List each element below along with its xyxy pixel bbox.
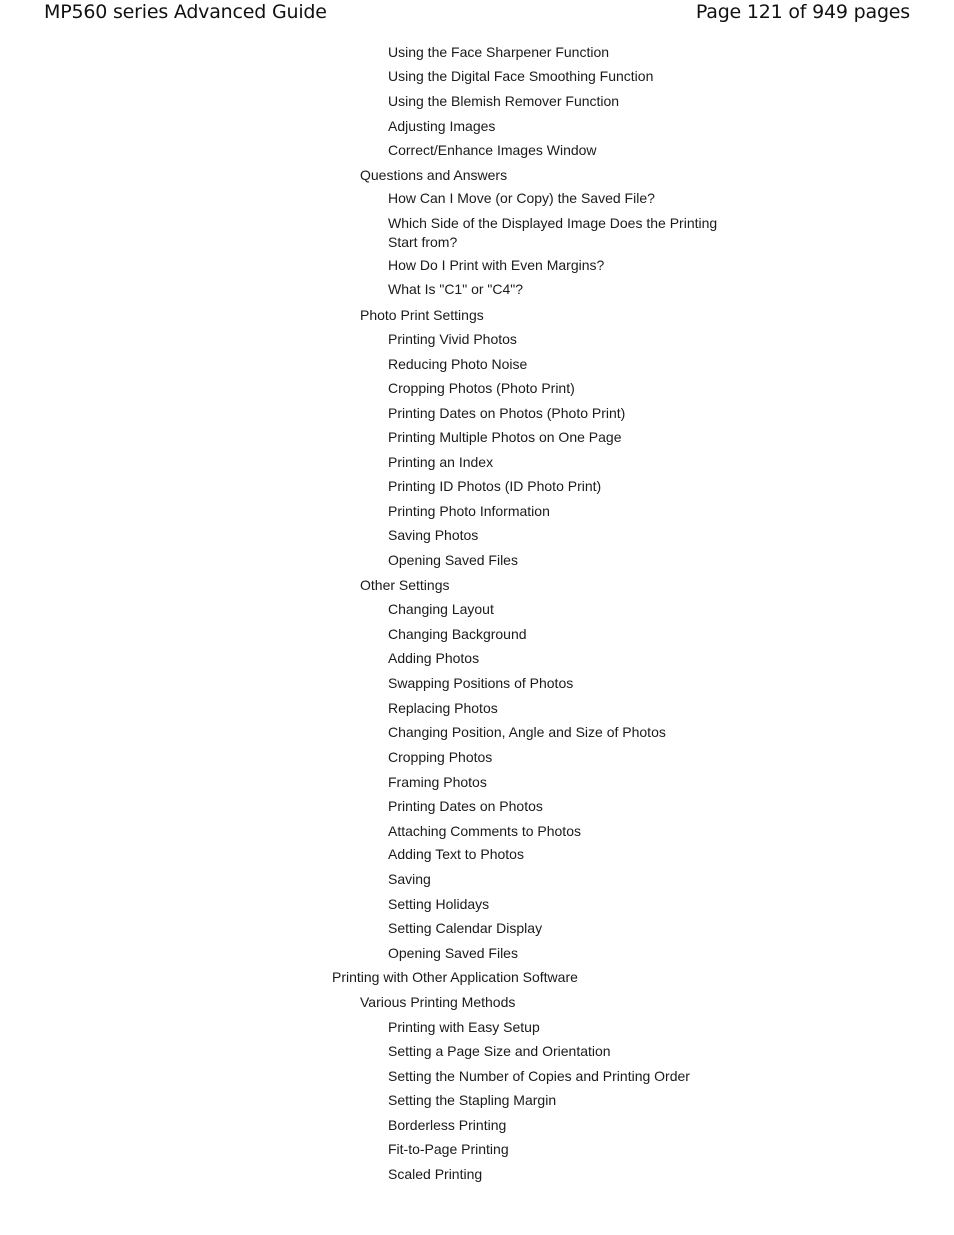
toc-link[interactable]: Printing Dates on Photos (Photo Print) <box>388 405 626 421</box>
toc-link[interactable]: Which Side of the Displayed Image Does the Printing Start from? <box>388 215 718 250</box>
toc-link[interactable]: Opening Saved Files <box>388 945 518 961</box>
toc-link[interactable]: Adjusting Images <box>388 118 496 134</box>
toc-section-link[interactable]: Various Printing Methods <box>360 994 516 1010</box>
toc-link[interactable]: Changing Background <box>388 626 527 642</box>
toc-section-link[interactable]: Questions and Answers <box>360 167 508 183</box>
toc-link[interactable]: Setting a Page Size and Orientation <box>388 1043 611 1059</box>
toc-link[interactable]: Setting the Stapling Margin <box>388 1092 557 1108</box>
toc-link[interactable]: Changing Position, Angle and Size of Photos <box>388 724 666 740</box>
toc-link[interactable]: Cropping Photos <box>388 749 493 765</box>
toc-link[interactable]: What Is "C1" or "C4"? <box>388 281 524 297</box>
toc-link[interactable]: Setting Calendar Display <box>388 920 543 936</box>
toc-link[interactable]: Adding Photos <box>388 650 480 666</box>
toc-chapter-link[interactable]: Printing with Other Application Software <box>332 969 578 985</box>
toc-section-link[interactable]: Other Settings <box>360 577 450 593</box>
page-number: Page 121 of 949 pages <box>695 1 910 23</box>
toc-link[interactable]: Setting the Number of Copies and Printing Order <box>388 1068 690 1084</box>
toc-link[interactable]: How Can I Move (or Copy) the Saved File? <box>388 190 655 206</box>
toc-link[interactable]: Saving Photos <box>388 527 479 543</box>
document-title: MP560 series Advanced Guide <box>44 1 327 23</box>
toc-link[interactable]: Setting Holidays <box>388 896 490 912</box>
toc-link[interactable]: Printing ID Photos (ID Photo Print) <box>388 478 602 494</box>
toc-link[interactable]: Swapping Positions of Photos <box>388 675 574 691</box>
toc-link[interactable]: Printing an Index <box>388 454 494 470</box>
toc-link[interactable]: Printing with Easy Setup <box>388 1019 540 1035</box>
toc-link[interactable]: Changing Layout <box>388 601 494 617</box>
toc-link[interactable]: How Do I Print with Even Margins? <box>388 257 605 273</box>
toc-link[interactable]: Scaled Printing <box>388 1166 483 1182</box>
toc-link[interactable]: Correct/Enhance Images Window <box>388 142 597 158</box>
toc-link[interactable]: Cropping Photos (Photo Print) <box>388 380 575 396</box>
toc-link[interactable]: Printing Vivid Photos <box>388 331 517 347</box>
toc-section-link[interactable]: Photo Print Settings <box>360 307 484 323</box>
toc-link[interactable]: Fit-to-Page Printing <box>388 1141 509 1157</box>
toc-link[interactable]: Using the Digital Face Smoothing Function <box>388 68 654 84</box>
toc-link[interactable]: Replacing Photos <box>388 700 498 716</box>
toc-link[interactable]: Using the Blemish Remover Function <box>388 93 620 109</box>
toc-link[interactable]: Framing Photos <box>388 774 487 790</box>
toc-link[interactable]: Adding Text to Photos <box>388 846 524 862</box>
toc-link[interactable]: Reducing Photo Noise <box>388 356 528 372</box>
toc-link[interactable]: Printing Dates on Photos <box>388 798 543 814</box>
toc-link[interactable]: Opening Saved Files <box>388 552 518 568</box>
toc-link[interactable]: Saving <box>388 871 431 887</box>
toc-link[interactable]: Printing Multiple Photos on One Page <box>388 429 622 445</box>
toc-link[interactable]: Printing Photo Information <box>388 503 550 519</box>
toc-link[interactable]: Attaching Comments to Photos <box>388 823 581 839</box>
toc-link[interactable]: Borderless Printing <box>388 1117 507 1133</box>
toc-link[interactable]: Using the Face Sharpener Function <box>388 44 610 60</box>
